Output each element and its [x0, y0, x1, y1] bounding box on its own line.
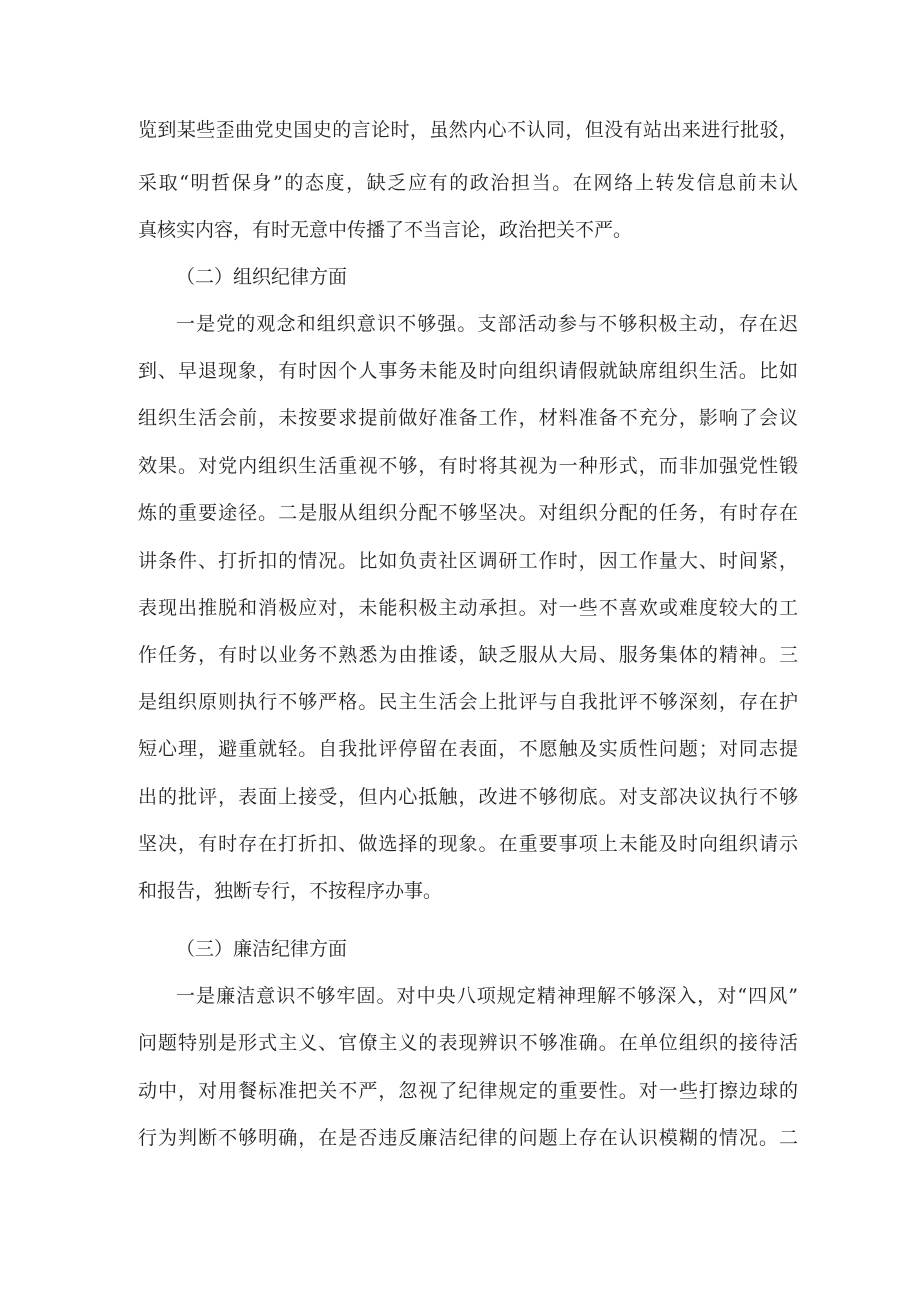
paragraph-line: 到、早退现象，有时因个人事务未能及时向组织请假就缺席组织生活。比如 — [138, 360, 798, 382]
paragraph-line: 问题特别是形式主义、官僚主义的表现辨识不够准确。在单位组织的接待活 — [138, 1032, 798, 1054]
paragraph-line: 动中，对用餐标准把关不严，忽视了纪律规定的重要性。对一些打擦边球的 — [138, 1080, 798, 1102]
paragraph-line: 炼的重要途径。二是服从组织分配不够坚决。对组织分配的任务，有时存在 — [138, 502, 798, 524]
paragraph-line: 作任务，有时以业务不熟悉为由推诿，缺乏服从大局、服务集体的精神。三 — [138, 644, 798, 666]
paragraph-line: 坚决，有时存在打折扣、做选择的现象。在重要事项上未能及时向组织请示 — [138, 833, 798, 855]
paragraph-line: 效果。对党内组织生活重视不够，有时将其视为一种形式，而非加强党性锻 — [138, 455, 798, 477]
paragraph-line: 览到某些歪曲党史国史的言论时，虽然内心不认同，但没有站出来进行批驳， — [138, 119, 798, 141]
paragraph-line: 一是党的观念和组织意识不够强。支部活动参与不够积极主动，存在迟 — [176, 313, 798, 335]
section-heading: （二）组织纪律方面 — [176, 266, 348, 288]
paragraph-line: 短心理，避重就轻。自我批评停留在表面，不愿触及实质性问题；对同志提 — [138, 738, 798, 760]
paragraph-line: 一是廉洁意识不够牢固。对中央八项规定精神理解不够深入，对“四风” — [176, 985, 798, 1007]
section-heading: （三）廉洁纪律方面 — [176, 938, 348, 960]
paragraph-line: 表现出推脱和消极应对，未能积极主动承担。对一些不喜欢或难度较大的工 — [138, 597, 798, 619]
paragraph-line: 行为判断不够明确，在是否违反廉洁纪律的问题上存在认识模糊的情况。二 — [138, 1127, 798, 1149]
paragraph-line: 采取“明哲保身”的态度，缺乏应有的政治担当。在网络上转发信息前未认 — [138, 172, 798, 194]
paragraph-line: 和报告，独断专行，不按程序办事。 — [138, 880, 443, 902]
paragraph-line: 是组织原则执行不够严格。民主生活会上批评与自我批评不够深刻，存在护 — [138, 691, 798, 713]
paragraph-line: 讲条件、打折扣的情况。比如负责社区调研工作时，因工作量大、时间紧， — [138, 550, 798, 572]
paragraph-line: 组织生活会前，未按要求提前做好准备工作，材料准备不充分，影响了会议 — [138, 407, 798, 429]
paragraph-line: 出的批评，表面上接受，但内心抵触，改进不够彻底。对支部决议执行不够 — [138, 786, 798, 808]
paragraph-line: 真核实内容，有时无意中传播了不当言论，政治把关不严。 — [138, 219, 633, 241]
